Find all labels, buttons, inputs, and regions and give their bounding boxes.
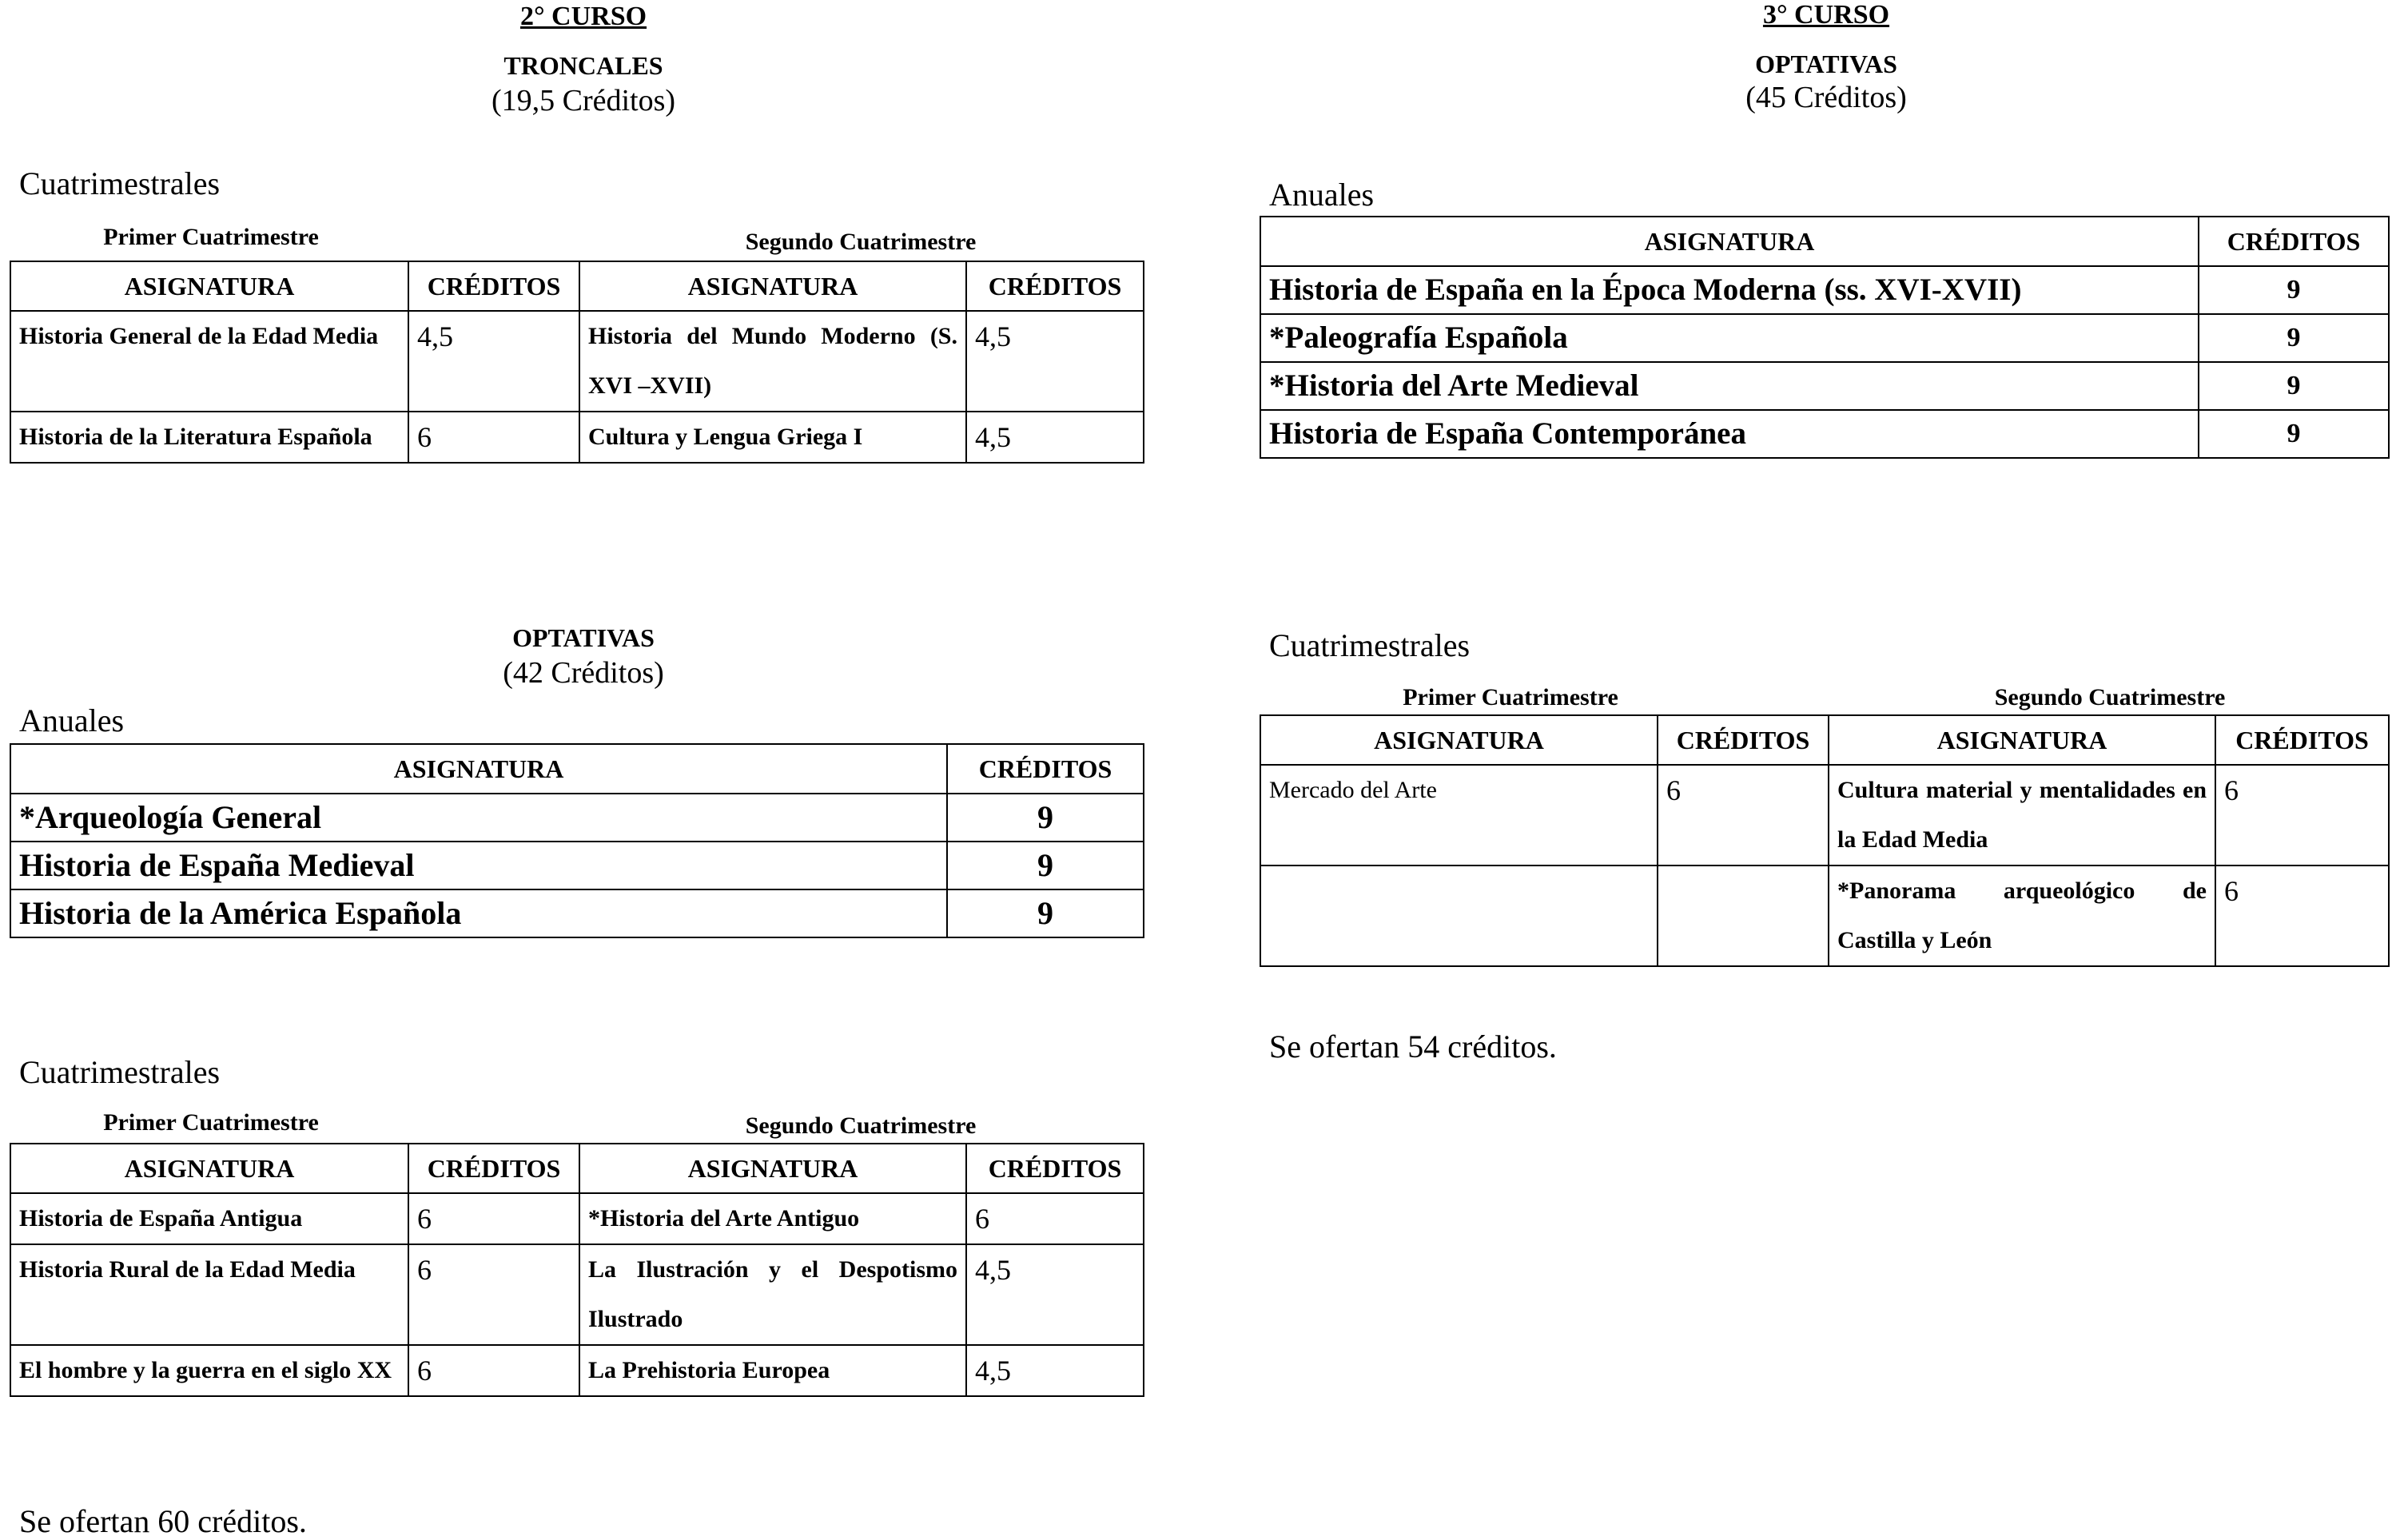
subject-cell: *Panorama arqueológico de Castilla y León xyxy=(1829,866,2215,966)
credits-cell xyxy=(1658,866,1829,966)
troncales-cuatrimestrales-table xyxy=(10,261,1144,464)
credits-cell: 4,5 xyxy=(966,1345,1144,1396)
subject-cell: El hombre y la guerra en el siglo XX xyxy=(10,1345,408,1396)
credits-cell: 9 xyxy=(2199,410,2389,458)
column-header: CRÉDITOS xyxy=(2215,715,2389,765)
offered-credits-note: Se ofertan 60 créditos. xyxy=(19,1503,307,1539)
primer-cuatrimestre-label: Primer Cuatrimestre xyxy=(103,224,319,250)
credits-cell: 6 xyxy=(408,1193,579,1244)
subject-cell: Historia del Mundo Moderno (S. XVI –XVII) xyxy=(579,311,966,412)
subject-cell: Historia de España Antigua xyxy=(10,1193,408,1244)
column-header: ASIGNATURA xyxy=(579,261,966,311)
subject-cell xyxy=(1260,866,1658,966)
column-header: CRÉDITOS xyxy=(408,1144,579,1193)
troncales-credits: (19,5 Créditos) xyxy=(491,84,676,117)
credits-cell: 9 xyxy=(947,842,1144,889)
optativas-credits: (45 Créditos) xyxy=(1745,81,1907,114)
offered-credits-note: Se ofertan 54 créditos. xyxy=(1269,1029,1557,1064)
optativas-anuales-table xyxy=(1260,216,2390,459)
credits-cell: 9 xyxy=(947,794,1144,842)
column-header: ASIGNATURA xyxy=(1260,217,2199,266)
subject-cell: Mercado del Arte xyxy=(1260,765,1658,866)
segundo-cuatrimestre-label: Segundo Cuatrimestre xyxy=(1994,684,2226,710)
column-header: CRÉDITOS xyxy=(966,261,1144,311)
table-header-row xyxy=(10,261,1144,311)
table-row xyxy=(1260,866,2389,966)
subject-cell: Historia de España Medieval xyxy=(10,842,947,889)
credits-cell: 9 xyxy=(2199,362,2389,410)
subject-cell: *Paleografía Española xyxy=(1260,314,2199,362)
table-row xyxy=(10,412,1144,463)
table-row xyxy=(10,1345,1144,1396)
credits-cell: 6 xyxy=(408,1244,579,1345)
credits-cell: 9 xyxy=(947,889,1144,937)
curso-2-title: 2° CURSO xyxy=(519,2,647,31)
table-header-row xyxy=(10,744,1144,794)
credits-cell: 6 xyxy=(1658,765,1829,866)
cuatrimestrales-label: Cuatrimestrales xyxy=(19,165,221,201)
table-row xyxy=(10,842,1144,889)
subject-cell: *Historia del Arte Medieval xyxy=(1260,362,2199,410)
column-header: ASIGNATURA xyxy=(1829,715,2215,765)
subject-cell: Historia de España Contemporánea xyxy=(1260,410,2199,458)
table-row xyxy=(10,889,1144,937)
credits-cell: 4,5 xyxy=(966,311,1144,412)
table-row xyxy=(10,1193,1144,1244)
anuales-label: Anuales xyxy=(1269,177,1375,213)
optativas-title: OPTATIVAS xyxy=(512,623,655,652)
column-header: ASIGNATURA xyxy=(1260,715,1658,765)
credits-cell: 6 xyxy=(408,1345,579,1396)
subject-cell: La Ilustración y el Despotismo Ilustrado xyxy=(579,1244,966,1345)
table-row xyxy=(10,794,1144,842)
subject-cell: *Historia del Arte Antiguo xyxy=(579,1193,966,1244)
table-row xyxy=(1260,266,2389,314)
credits-cell: 6 xyxy=(966,1193,1144,1244)
primer-cuatrimestre-label: Primer Cuatrimestre xyxy=(103,1109,319,1136)
column-header: ASIGNATURA xyxy=(10,1144,408,1193)
table-row xyxy=(1260,362,2389,410)
column-header: CRÉDITOS xyxy=(947,744,1144,794)
curso-3-title: 3° CURSO xyxy=(1762,0,1890,30)
subject-cell: Historia General de la Edad Media xyxy=(10,311,408,412)
cuatrimestrales-label: Cuatrimestrales xyxy=(1269,627,1471,663)
table-row xyxy=(10,1244,1144,1345)
anuales-label: Anuales xyxy=(19,702,125,738)
table-row xyxy=(1260,314,2389,362)
segundo-cuatrimestre-label: Segundo Cuatrimestre xyxy=(745,1112,977,1139)
subject-cell: Cultura y Lengua Griega I xyxy=(579,412,966,463)
cuatrimestrales-label: Cuatrimestrales xyxy=(19,1054,221,1090)
subject-cell: Historia de España en la Época Moderna (ss. XVI-XVII) xyxy=(1260,266,2199,314)
table-header-row xyxy=(1260,715,2389,765)
credits-cell: 6 xyxy=(2215,765,2389,866)
table-row xyxy=(1260,765,2389,866)
troncales-title: TRONCALES xyxy=(503,51,663,80)
table-row xyxy=(10,311,1144,412)
optativas-title: OPTATIVAS xyxy=(1755,50,1897,78)
column-header: CRÉDITOS xyxy=(1658,715,1829,765)
subject-cell: Historia de la América Española xyxy=(10,889,947,937)
table-header-row xyxy=(10,1144,1144,1193)
credits-cell: 6 xyxy=(408,412,579,463)
credits-cell: 9 xyxy=(2199,266,2389,314)
column-header: ASIGNATURA xyxy=(579,1144,966,1193)
segundo-cuatrimestre-label: Segundo Cuatrimestre xyxy=(745,229,977,255)
optativas-cuatrimestrales-table xyxy=(1260,714,2390,967)
column-header: CRÉDITOS xyxy=(2199,217,2389,266)
subject-cell: La Prehistoria Europea xyxy=(579,1345,966,1396)
credits-cell: 6 xyxy=(2215,866,2389,966)
subject-cell: Cultura material y mentalidades en la Edad Media xyxy=(1829,765,2215,866)
column-header: ASIGNATURA xyxy=(10,261,408,311)
optativas-anuales-table xyxy=(10,743,1144,938)
table-header-row xyxy=(1260,217,2389,266)
column-header: CRÉDITOS xyxy=(966,1144,1144,1193)
table-row xyxy=(1260,410,2389,458)
credits-cell: 4,5 xyxy=(966,1244,1144,1345)
credits-cell: 4,5 xyxy=(408,311,579,412)
column-header: CRÉDITOS xyxy=(408,261,579,311)
subject-cell: *Arqueología General xyxy=(10,794,947,842)
subject-cell: Historia Rural de la Edad Media xyxy=(10,1244,408,1345)
credits-cell: 9 xyxy=(2199,314,2389,362)
subject-cell: Historia de la Literatura Española xyxy=(10,412,408,463)
credits-cell: 4,5 xyxy=(966,412,1144,463)
primer-cuatrimestre-label: Primer Cuatrimestre xyxy=(1403,684,1618,710)
optativas-cuatrimestrales-table xyxy=(10,1143,1144,1397)
column-header: ASIGNATURA xyxy=(10,744,947,794)
optativas-credits: (42 Créditos) xyxy=(503,656,664,690)
